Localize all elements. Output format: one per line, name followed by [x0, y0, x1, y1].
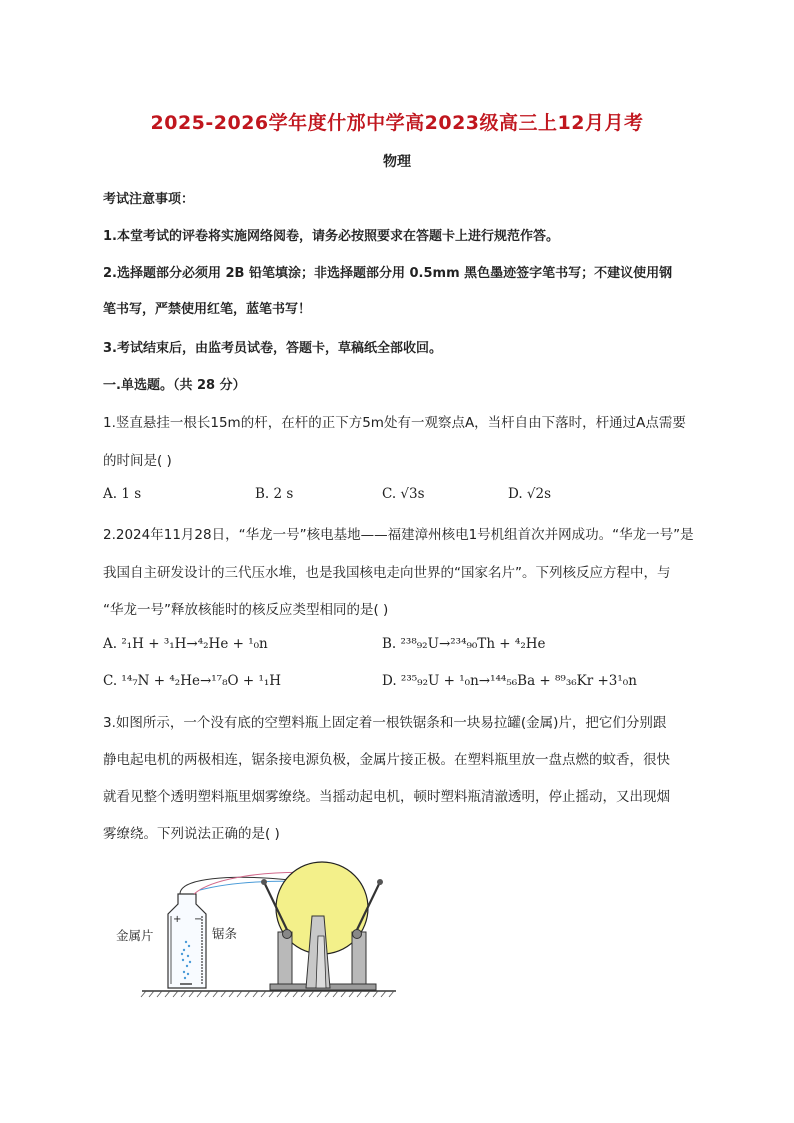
- section-heading: 一.单选题。（共 28 分）: [103, 378, 246, 393]
- q1-stem-line1: 1.竖直悬挂一根长15m的杆，在杆的正下方5m处有一观察点A，当杆自由下落时，杆通过A点需要: [103, 415, 686, 431]
- q1-stem-line2: 的时间是( ): [103, 453, 172, 469]
- notice-item-2: 2.选择题部分必须用 2B 铅笔填涂；非选择题部分用 0.5mm 黑色墨迹签字笔书写；不建议使用钢: [103, 266, 673, 281]
- label-metal-sheet: 金属片: [116, 928, 154, 943]
- q1-option-b: B. 2 s: [255, 486, 294, 502]
- q3-stem-line4: 雾缭绕。下列说法正确的是( ): [103, 826, 280, 842]
- apparatus-illustration: [140, 860, 400, 1000]
- q2-stem-line1: 2.2024年11月28日，“华龙一号”核电基地——福建漳州核电1号机组首次并网成功。“华龙一号”是: [103, 527, 694, 543]
- notice-heading: 考试注意事项：: [103, 192, 195, 207]
- label-minus-sign: −: [194, 914, 203, 925]
- exam-title: 2025-2026学年度什邡中学高2023级高三上12月月考: [150, 112, 644, 134]
- q2-option-a: A. ²₁H + ³₁H→⁴₂He + ¹₀n: [103, 636, 268, 652]
- electrostatic-precipitator-figure: [116, 860, 400, 1000]
- notice-item-2-cont: 笔书写，严禁使用红笔，蓝笔书写！: [103, 302, 312, 317]
- notice-item-1: 1.本堂考试的评卷将实施网络阅卷，请务必按照要求在答题卡上进行规范作答。: [103, 229, 559, 244]
- label-saw-blade: 锯条: [212, 926, 238, 941]
- q1-option-d: D. √2s: [508, 486, 552, 502]
- q2-stem-line3: “华龙一号”释放核能时的核反应类型相同的是( ): [103, 602, 389, 618]
- q2-option-d: D. ²³⁵₉₂U + ¹₀n→¹⁴⁴₅₆Ba + ⁸⁹₃₆Kr +3¹₀n: [382, 673, 637, 689]
- q2-option-b: B. ²³⁸₉₂U→²³⁴₉₀Th + ⁴₂He: [382, 636, 546, 652]
- q1-option-c: C. √3s: [382, 486, 425, 502]
- exam-subject: 物理: [383, 154, 411, 170]
- q2-option-c: C. ¹⁴₇N + ⁴₂He→¹⁷₈O + ¹₁H: [103, 673, 282, 689]
- q3-stem-line1: 3.如图所示，一个没有底的空塑料瓶上固定着一根铁锯条和一块易拉罐(金属)片，把它们分别跟: [103, 715, 667, 731]
- q1-option-a: A. 1 s: [103, 486, 142, 502]
- q3-stem-line2: 静电起电机的两极相连，锯条接电源负极，金属片接正极。在塑料瓶里放一盘点燃的蚊香，很快: [103, 752, 670, 768]
- q2-stem-line2: 我国自主研发设计的三代压水堆，也是我国核电走向世界的“国家名片”。下列核反应方程中，与: [103, 565, 671, 581]
- label-plus-sign: +: [173, 914, 182, 925]
- notice-item-3: 3.考试结束后，由监考员试卷，答题卡，草稿纸全部收回。: [103, 341, 442, 356]
- q3-stem-line3: 就看见整个透明塑料瓶里烟雾缭绕。当摇动起电机，顿时塑料瓶清澈透明，停止摇动，又出现烟: [103, 789, 670, 805]
